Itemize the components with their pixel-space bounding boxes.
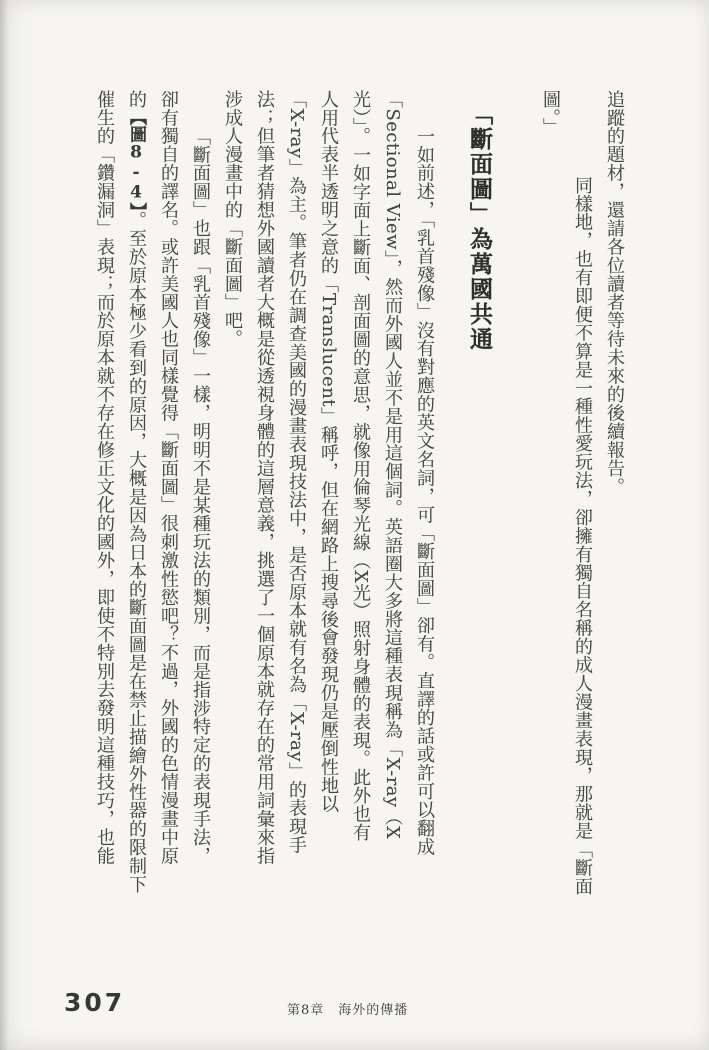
body-column: 催生的「鑽漏洞」表現；而於原本就不存在修正文化的國外，即使不特別去發明這種技巧，也能 [94, 90, 115, 865]
chapter-label: 第8章 [287, 1003, 325, 1018]
figure-reference: 【圖8-4】 [126, 108, 146, 211]
binding-shadow [0, 0, 9, 1050]
body-column: 法；但筆者猜想外國讀者大概是從透視身體的這層意義，挑選了一個原本就存在的常用詞彙來指 [254, 90, 275, 865]
body-column: 「斷面圖」也跟「乳首殘像」一樣，明明不是某種玩法的類別，而是指涉特定的表現手法， [190, 127, 211, 865]
body-column: 涉成人漫畫中的「斷面圖」吧。 [222, 90, 243, 349]
body-column: 卻有獨自的譯名。或許美國人也同樣覺得「斷面圖」很刺激性慾吧？不過，外國的色情漫畫中原 [158, 90, 179, 865]
vertical-text-content [88, 90, 630, 908]
chapter-footer [287, 999, 408, 1018]
body-column: 「Sectional View」，然而外國人並不是用這個詞。英語圈大多將這種表現稱為「X-ray（X [382, 90, 403, 840]
body-column: 「X-ray」為主。筆者仍在調查美國的漫畫表現技法中，是否原本就有名為「X-ray」的表現手 [286, 90, 307, 855]
body-column: 光）」。一如字面上斷面、剖面圖的意思，就像用倫琴光線（X光）照射身體的表現。此外也有 [350, 90, 371, 842]
body-column: 人用代表半透明之意的「Translucent」稱呼，但在網路上搜尋後會發現仍是壓倒性地以 [318, 90, 339, 813]
body-text: 的 [126, 90, 147, 109]
quote-column: 同樣地，也有即便不算是一種性愛玩法，卻擁有獨自名稱的成人漫畫表現，那就是「斷面 [572, 176, 593, 896]
section-heading: 「斷面圖」為萬國共通 [466, 102, 493, 352]
page-number: 307 [64, 988, 126, 1017]
body-column [120, 90, 152, 908]
body-column: 一如前述，「乳首殘像」沒有對應的英文名詞，可「斷面圖」卻有。直譯的話或許可以翻成 [414, 127, 435, 856]
chapter-title: 海外的傳播 [338, 1003, 409, 1018]
quote-column: 追蹤的題材，還請各位讀者等待未來的後續報告。 [604, 90, 625, 496]
body-text: 。至於原本極少看到的原因，大概是因為日本的斷面圖是在禁止描繪外性器的限制下 [126, 210, 147, 894]
quote-column: 圖。」 [540, 90, 561, 137]
